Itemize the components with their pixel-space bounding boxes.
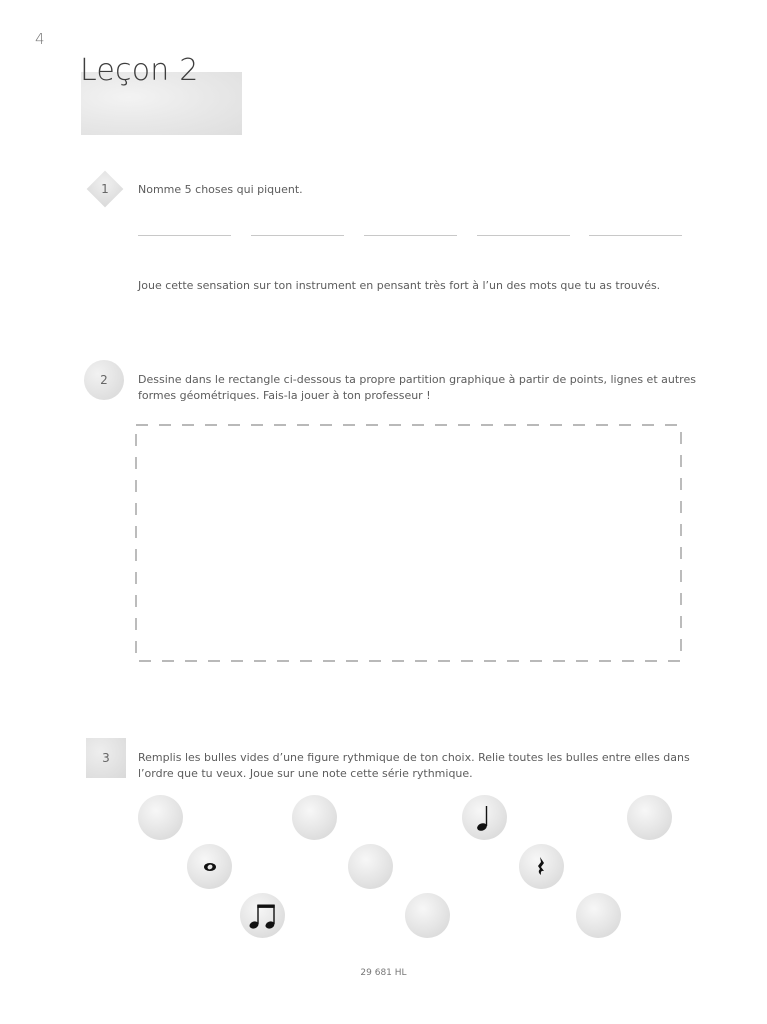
answer-line-5[interactable] (589, 235, 682, 236)
exercise-3-badge (86, 738, 126, 778)
rhythm-bubble-empty[interactable] (627, 795, 672, 840)
quarter-note-icon (475, 803, 495, 833)
rhythm-bubble-quarter-note[interactable] (462, 795, 507, 840)
answer-line-2[interactable] (251, 235, 344, 236)
footer-code: 29 681 HL (360, 968, 407, 978)
answer-line-1[interactable] (138, 235, 231, 236)
answer-line-3[interactable] (364, 235, 457, 236)
rhythm-bubble-empty[interactable] (138, 795, 183, 840)
drawing-area-border (136, 425, 681, 661)
page-title: Leçon 2 (80, 53, 199, 88)
quarter-rest-icon (536, 856, 548, 878)
rhythm-bubble-whole-note[interactable] (187, 844, 232, 889)
rhythm-bubble-eighth-notes[interactable] (240, 893, 285, 938)
exercise-2-badge (84, 360, 124, 400)
answer-line-4[interactable] (477, 235, 570, 236)
page-number: 4 (35, 30, 45, 48)
rhythm-bubble-quarter-rest[interactable] (519, 844, 564, 889)
rhythm-bubble-empty[interactable] (405, 893, 450, 938)
exercise-3-instruction: Remplis les bulles vides d’une figure rythmique de ton choix. Relie toutes les bulles entre elles dans l’ordre que tu veux. Joue sur une note cette série rythmique. (138, 751, 690, 780)
rhythm-bubble-empty[interactable] (348, 844, 393, 889)
exercise-1-badge (86, 170, 124, 208)
exercise-1-instruction: Nomme 5 choses qui piquent. (138, 183, 303, 196)
exercise-1-number: 1 (101, 182, 109, 196)
exercise-2-number: 2 (100, 373, 108, 387)
exercise-1-followup: Joue cette sensation sur ton instrument en pensant très fort à l’un des mots que tu as trouvés. (138, 279, 661, 292)
whole-note-icon (202, 861, 218, 873)
rhythm-bubble-empty[interactable] (292, 795, 337, 840)
drawing-area[interactable] (134, 423, 684, 665)
exercise-2-instruction: Dessine dans le rectangle ci-dessous ta propre partition graphique à partir de points, lignes et autres formes géométriques. Fais-la jouer à ton professeur ! (138, 373, 696, 402)
rhythm-bubble-empty[interactable] (576, 893, 621, 938)
eighth-notes-pair-icon (248, 902, 278, 930)
exercise-3-number: 3 (102, 751, 110, 765)
